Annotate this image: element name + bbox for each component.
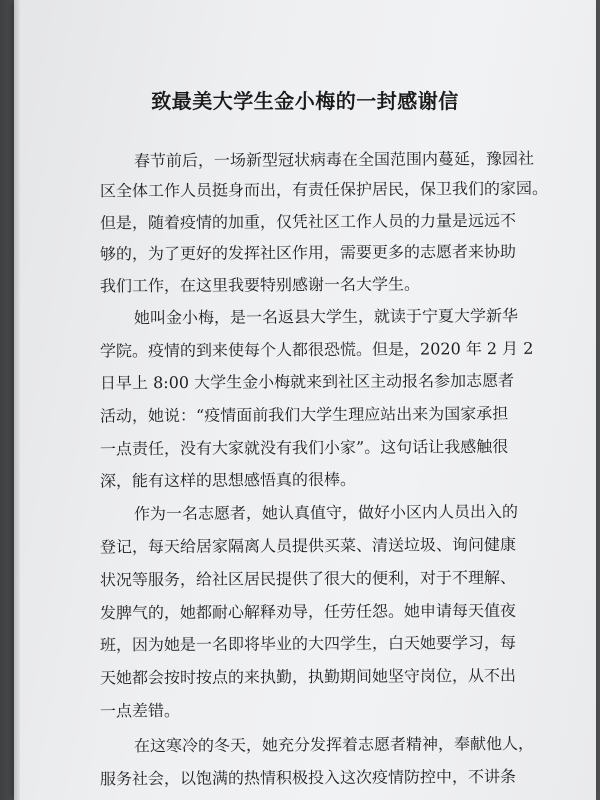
- letter-title: 致最美大学生金小梅的一封感谢信: [151, 89, 459, 113]
- body-line: 状况等服务，给社区居民提供了很大的便利，对于不理解、: [99, 567, 517, 590]
- body-line: 深，能有这样的思想感悟真的很棒。: [99, 469, 357, 491]
- body-line: 区全体工作人员挺身而出，有责任保护居民，保卫我们的家园。: [99, 178, 549, 201]
- body-line: 她叫金小梅，是一名返县大学生，就读于宁夏大学新华: [133, 306, 519, 328]
- body-line: 服务社会，以饱满的热情积极投入这次疫情防控中，不讲条: [99, 766, 517, 789]
- body-line: 春节前后，一场新型冠状病毒在全国范围内蔓延，豫园社: [133, 148, 535, 171]
- body-line: 日早上 8:00 大学生金小梅就来到社区主动报名参加志愿者: [99, 370, 515, 393]
- body-line: 登记，每天给居家隔离人员提供买菜、清送垃圾、询问健康: [99, 534, 517, 557]
- body-line: 天她都会按时按点的来执勤，执勤期间她坚守岗位，从不出: [99, 665, 517, 688]
- body-line: 一点责任，没有大家就没有我们小家”。这句话让我感触很: [99, 436, 509, 459]
- body-line: 一点差错。: [99, 700, 181, 721]
- body-line: 够的，为了更好的发挥社区作用，需要更多的志愿者来协助: [99, 241, 517, 264]
- body-line: 班，因为她是一名即将毕业的大四学生，白天她要学习，每: [99, 632, 517, 655]
- body-line: 发脾气的，她都耐心解释劝导，任劳任怨。她申请每天值夜: [99, 600, 517, 623]
- body-line: 作为一名志愿者，她认真值守，做好小区内人员出入的: [133, 502, 519, 524]
- letter-paper: [14, 0, 596, 800]
- body-line: 但是，随着疫情的加重，仅凭社区工作人员的力量是远远不: [99, 210, 517, 233]
- body-line: 活动，她说：“疫情面前我们大学生理应站出来为国家承担: [99, 403, 509, 426]
- body-line: 我们工作，在这里我要特别感谢一名大学生。: [99, 274, 421, 296]
- body-line: 学院。疫情的到来使每个人都很恐慌。但是，2020 年 2 月 2: [99, 338, 534, 361]
- body-line: 在这寒冷的冬天，她充分发挥着志愿者精神，奉献他人，: [133, 733, 535, 756]
- paper-fold-shadow: [14, 0, 20, 800]
